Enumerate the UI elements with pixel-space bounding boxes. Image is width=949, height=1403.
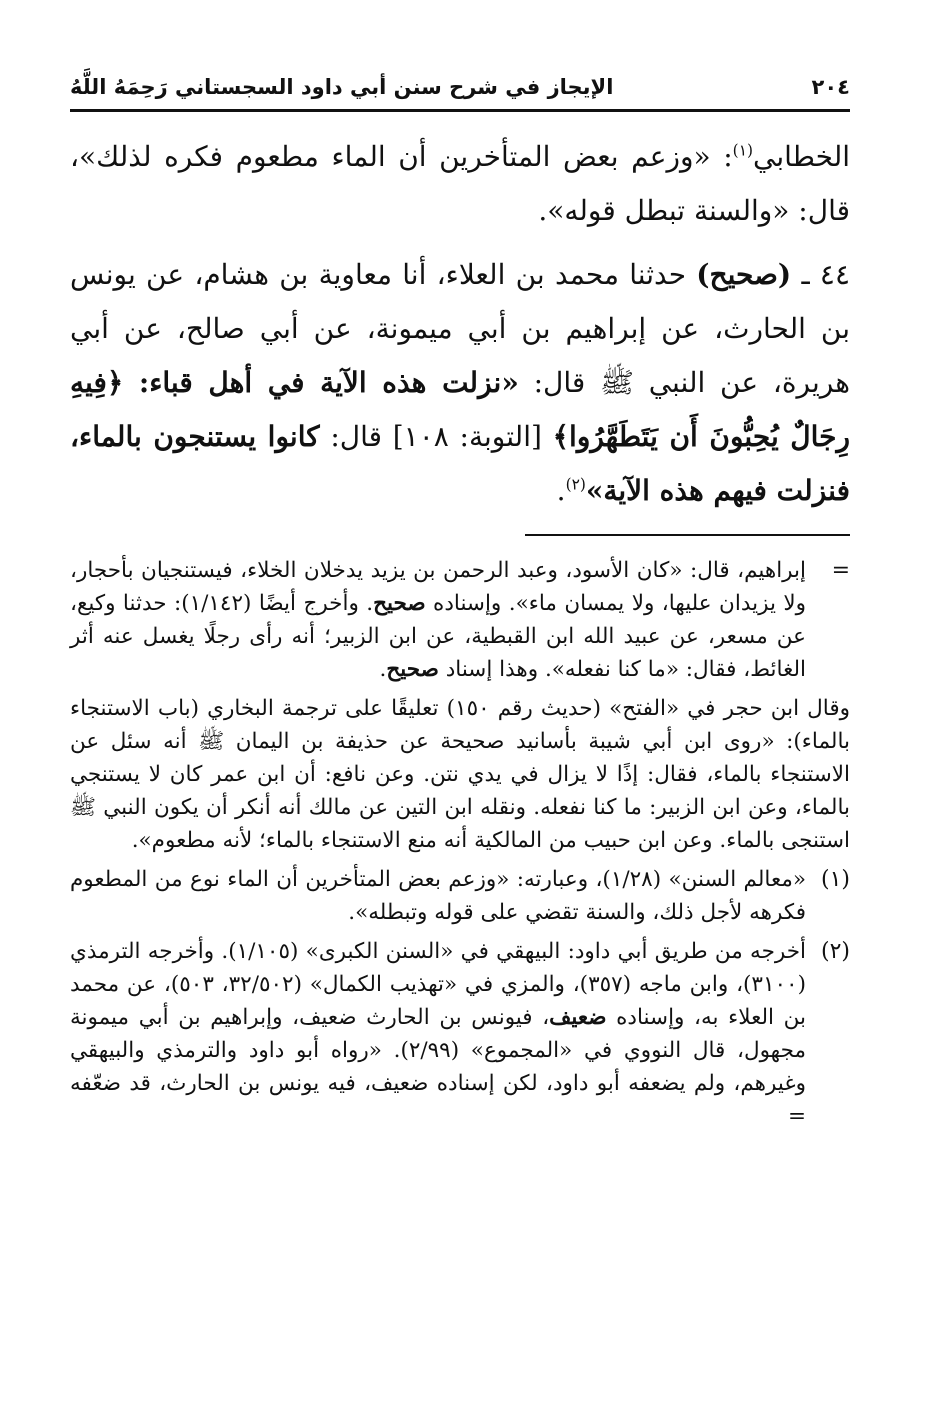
main-text bbox=[70, 130, 850, 518]
verse-reference: [التوبة: ١٠٨] bbox=[382, 420, 553, 453]
continued-footnote bbox=[70, 554, 850, 686]
hadith-number: ٤٤ ـ bbox=[801, 258, 850, 291]
continuation-marker: = bbox=[831, 558, 850, 583]
ibn-hajar-quote: وقال ابن حجر في «الفتح» (حديث رقم ١٥٠) تعليقًا على ترجمة البخاري (باب الاستنجاء بالماء): «روى ابن أبي شيبة بأسانيد صحيحة عن حذيفة بن اليمان ﷺ أنه سئل عن الاستنجاء بالماء، فقال: إذًا لا يزال في يدي نتن. وعن نافع: أن ابن عمر كان لا يستنجي بالماء، وعن ابن الزبير: ما كنا نفعله. ونقله ابن التين عن مالك أنه أنكر أن يكون النبي ﷺ استنجى بالماء. وعن ابن حبيب من المالكية أنه منع الاستنجاء بالماء؛ لأنه مطعوم». bbox=[70, 696, 851, 853]
footnotes bbox=[70, 554, 850, 1133]
footnote-2-text-c: ، فيونس بن الحارث ضعيف، وإبراهيم بن أبي ميمونة مجهول، قال النووي في «المجموع» (٢/٩٩). «رواه أبو داود والترمذي والبيهقي وغيرهم، ولم يضعفه أبو داود، لكن إسناده ضعيف، فيه يونس بن الحارث، قد ضعّفه = bbox=[70, 1005, 806, 1129]
continued-text-a: إبراهيم، قال: «كان الأسود، وعبد الرحمن بن يزيد يدخلان الخلاء، فيستنجيان بأحجار، ولا يزيدان عليها، ولا يمسان ماء». وإسناده bbox=[70, 558, 807, 616]
footnote-separator bbox=[525, 534, 850, 536]
book-page bbox=[70, 75, 850, 1139]
continued-text-e: . bbox=[379, 657, 387, 682]
page-number: ٢٠٤ bbox=[811, 75, 850, 99]
qal-text: قال: bbox=[319, 420, 383, 453]
grade-daif: ضعيف bbox=[549, 1005, 607, 1030]
hadith-matn-2: كانوا يستنجون بالماء، فنزلت فيهم هذه الآية» bbox=[70, 420, 850, 507]
author-name: الخطابي bbox=[752, 140, 850, 173]
footnote-1 bbox=[70, 863, 850, 929]
running-title: الإيجاز في شرح سنن أبي داود السجستاني رَحِمَهُ اللَّهُ bbox=[70, 75, 614, 99]
hadith-44 bbox=[70, 248, 850, 518]
khattabi-quote: : «وزعم بعض المتأخرين أن الماء مطعوم فكره لذلك»، قال: «والسنة تبطل قوله». bbox=[70, 140, 850, 227]
footnote-1-text: «معالم السنن» (١/٢٨)، وعبارته: «وزعم بعض المتأخرين أن الماء نوع من المطعوم فكرهه لأجل ذلك، والسنة تقضي على قوله وتبطله». bbox=[70, 867, 806, 925]
khattabi-paragraph bbox=[70, 130, 850, 238]
page-header bbox=[70, 75, 850, 112]
grade-sahih-2: صحيح bbox=[386, 657, 439, 682]
hadith-end: . bbox=[556, 474, 566, 507]
grade-sahih-1: صحيح bbox=[373, 591, 426, 616]
continued-text-c: . وأخرج أيضًا (١/١٤٢): حدثنا وكيع، عن مسعر، عن عبيد الله ابن القبطية، عن ابن الزبير؛ أنه رأى رجلًا يغسل عنه أثر الغائط، فقال: «ما كنا نفعله». وهذا إسناد bbox=[70, 591, 806, 682]
footnote-ref-2: (٢) bbox=[565, 475, 586, 494]
hadith-matn-1: «نزلت هذه الآية في أهل قباء: bbox=[123, 366, 519, 399]
footnote-2 bbox=[70, 935, 850, 1133]
hadith-isnad: حدثنا محمد بن العلاء، أنا معاوية بن هشام، عن يونس بن الحارث، عن إبراهيم بن أبي ميمونة، عن أبي صالح، عن أبي هريرة، عن النبي ﷺ قال: bbox=[70, 258, 850, 399]
quran-verse: ﴿فِيهِ رِجَالٌ يُحِبُّونَ أَن يَتَطَهَّرُوا﴾ bbox=[70, 366, 851, 453]
hadith-grade: (صحيح) bbox=[696, 258, 792, 291]
footnote-ref-1: (١) bbox=[732, 141, 753, 160]
footnote-1-marker: (١) bbox=[820, 867, 850, 892]
footnote-2-text-a: أخرجه من طريق أبي داود: البيهقي في «السنن الكبرى» (١/١٠٥). وأخرجه الترمذي (٣١٠٠)، وابن ماجه (٣٥٧)، والمزي في «تهذيب الكمال» (٣٢/٥٠٢، ٥٠٣)، عن محمد بن العلاء به، وإسناده bbox=[70, 939, 806, 1030]
footnote-2-marker: (٢) bbox=[820, 939, 850, 964]
